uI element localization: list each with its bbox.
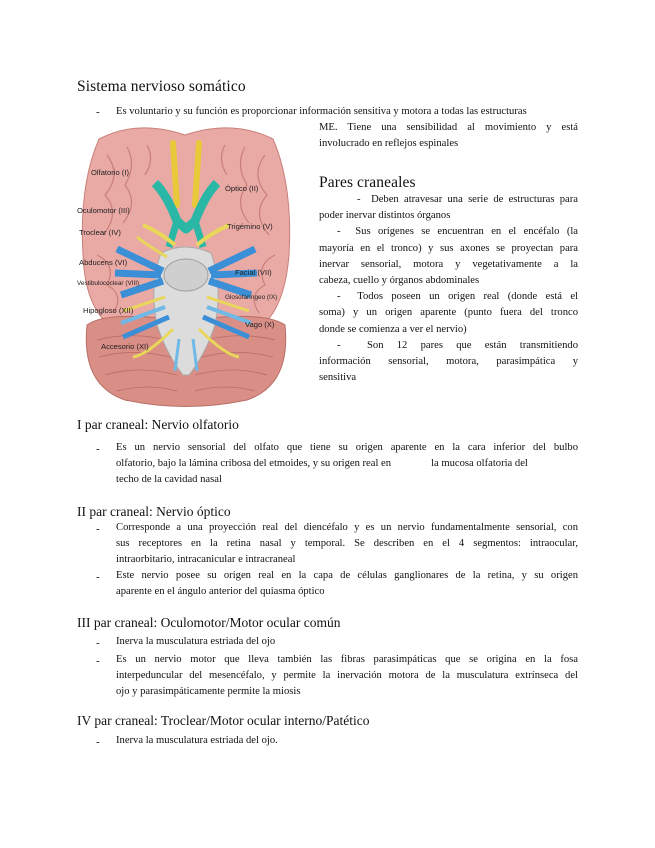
text-line: Es un nervio motor que lleva también las fibras parasimpáticas que se origina en la fosa: [116, 654, 578, 665]
text-line: ME. Tiene una sensibilidad al movimiento y está: [319, 122, 578, 133]
text-line: Inerva la musculatura estriada del ojo.: [116, 735, 278, 746]
bullet-dash: -: [96, 443, 100, 455]
list-item: - Deben atravesar una serie de estructuras para: [357, 194, 578, 205]
bullet-dash: -: [96, 637, 100, 649]
section-title-par4: IV par craneal: Troclear/Motor ocular interno/Patético: [77, 713, 370, 728]
text-line: inervar sensorial, motora y vegetativamente a la: [319, 258, 578, 270]
par3-item-2: [116, 652, 578, 701]
text-line: sus receptores en la retina nasal y temporal. Se describen en el 4 segmentos: intraocular,: [116, 538, 578, 550]
label-optico: Óptico (II): [225, 184, 259, 193]
section-title-par3: III par craneal: Oculomotor/Motor ocular común: [77, 615, 341, 630]
text-line: aparente en el ángulo anterior del quiasma óptico: [116, 586, 325, 598]
text-line: donde se comienza a ver el nervio): [319, 323, 467, 335]
label-accesorio: Accesorio (XI): [101, 342, 149, 351]
label-trigemino: Trigémino (V): [227, 222, 273, 231]
par4-item-1: [116, 733, 578, 749]
section-title-par1: I par craneal: Nervio olfatorio: [77, 417, 239, 432]
bullet-dash: -: [96, 106, 100, 118]
bullet-dash: -: [96, 523, 100, 535]
text-line: información sensorial, motora, parasimpática y: [319, 356, 578, 368]
list-item: - Son 12 pares que están transmitiendo: [337, 339, 579, 351]
text-line: involucrado en reflejos espinales: [319, 138, 459, 150]
label-vestibulococlear: Vestibulococlear (VIII): [77, 280, 140, 287]
label-glosofaringeo: Glosofaríngeo (IX): [225, 294, 278, 301]
label-hipogloso: Hipogloso (XII): [83, 306, 134, 315]
par2-item-1: [116, 520, 578, 569]
label-vago: Vago (X): [245, 320, 275, 329]
text-line: olfatorio, bajo la lámina cribosa del etmoides, y su origen real en la mucosa olfatoria del: [116, 458, 528, 470]
par3-item-1: [116, 634, 578, 650]
label-oculomotor: Oculomotor (III): [77, 206, 130, 215]
label-facial: Facial (VII): [235, 268, 272, 277]
label-troclear: Troclear (IV): [79, 228, 121, 237]
label-olfatorio: Olfatorio (I): [91, 168, 129, 177]
text-line: Inerva la musculatura estriada del ojo: [116, 636, 276, 647]
text-line: Corresponde a una proyección real del diencéfalo y es un nervio fundamentalmente sensorial, con: [116, 522, 578, 533]
text-line: soma) y un origen aparente (punto fuera del tronco: [319, 307, 578, 319]
section-title-pares: Pares craneales: [319, 174, 416, 191]
text-line: interpeduncular del mesencéfalo, y permite la inervación motora de la musculatura extrínseca del: [116, 670, 578, 682]
text-line: cabeza, cuello y órganos abdominales: [319, 275, 480, 287]
text-line: mayoría en el tronco) y sus axones se proyectan para: [319, 242, 578, 254]
list-item: - Sus orígenes se encuentran en el encéfalo (la: [337, 226, 578, 238]
bullet-dash: -: [96, 571, 100, 583]
cranial-nerves-figure: [77, 125, 295, 407]
somatic-paragraph: [116, 104, 578, 120]
text-line: sensitiva: [319, 372, 357, 384]
label-abducens: Abducens (VI): [79, 258, 128, 267]
somatic-paragraph-cont: [319, 120, 578, 152]
list-item: - Todos poseen un origen real (donde está el: [337, 291, 578, 303]
bullet-dash: -: [96, 655, 100, 667]
section-title-somatic: Sistema nervioso somático: [77, 78, 246, 95]
text-line: poder inervar distintos órganos: [319, 210, 451, 222]
text-line: techo de la cavidad nasal: [116, 474, 222, 486]
pares-list: [319, 192, 578, 386]
text-line: Es un nervio sensorial del olfato que tiene su origen aparente en la cara inferior del bulbo: [116, 442, 578, 453]
par2-item-2: [116, 568, 578, 600]
text-line: ojo y parasimpáticamente permite la miosis: [116, 686, 301, 698]
text-line: intraorbitario, intracanicular e intracraneal: [116, 554, 296, 566]
text-line: Es voluntario y su función es proporcionar información sensitiva y motora a todas las estructuras: [116, 106, 527, 117]
pons-shape: [164, 259, 208, 291]
bullet-dash: -: [96, 736, 100, 748]
par1-paragraph: [116, 440, 578, 489]
section-title-par2: II par craneal: Nervio óptico: [77, 504, 231, 519]
text-line: Este nervio posee su origen real en la capa de células ganglionares de la retina, y su origen: [116, 570, 578, 581]
